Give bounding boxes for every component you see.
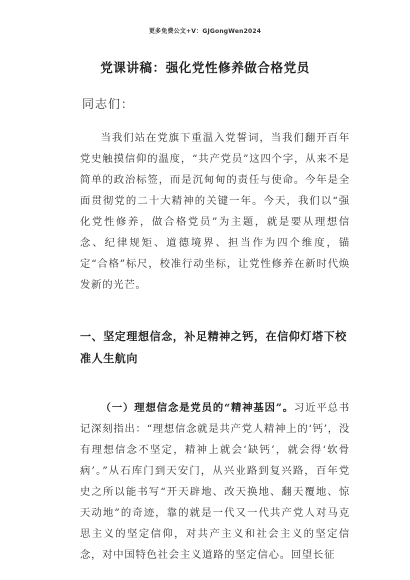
subsection-lead: （一）理想信念是党员的“精神基因”。 [100,402,294,414]
section-heading-1: 一、坚定理想信念，补足精神之钙，在信仰灯塔下校准人生航向 [80,330,347,365]
header-note: 更多免费公文+V：GJGongWen2024 [148,28,262,35]
document-title: 党课讲稿：强化党性修养做合格党员 [100,60,310,75]
subsection-body: 习近平总书记深刻指出：“理想信念就是共产党人精神上的‘钙’，没有理想信念不坚定，精神上就会‘缺钙’，就会得‘软骨病’。”从石库门到天安门，从兴业路到复兴路，百年党史之所以能书写“开天辟地、改天换地、翻天覆地、惊天动地”的奇迹，靠的就是一代又一代共产党人对马克思主义的坚定信仰，对共产主义和社会主义的坚定信念，对中国特色社会主义道路的坚定信心。回望长征 [80,402,350,561]
paragraph-intro: 当我们站在党旗下重温入党誓词，当我们翻开百年党史触摸信仰的温度，“共产党员”这四个字，从来不是简单的政治标签，而是沉甸甸的责任与使命。今年是全面贯彻党的二十大精神的关键一年。今天，我们以“强化党性修养，做合格党员”为主题，就是要从理想信念、纪律规矩、道德境界、担当作为四个维度，锚定“合格”标尺，校准行动坐标，让党性修养在新时代焕发新的光芒。 [80,132,350,291]
greeting: 同志们： [82,97,135,111]
paragraph-subsection-1 [80,398,350,566]
